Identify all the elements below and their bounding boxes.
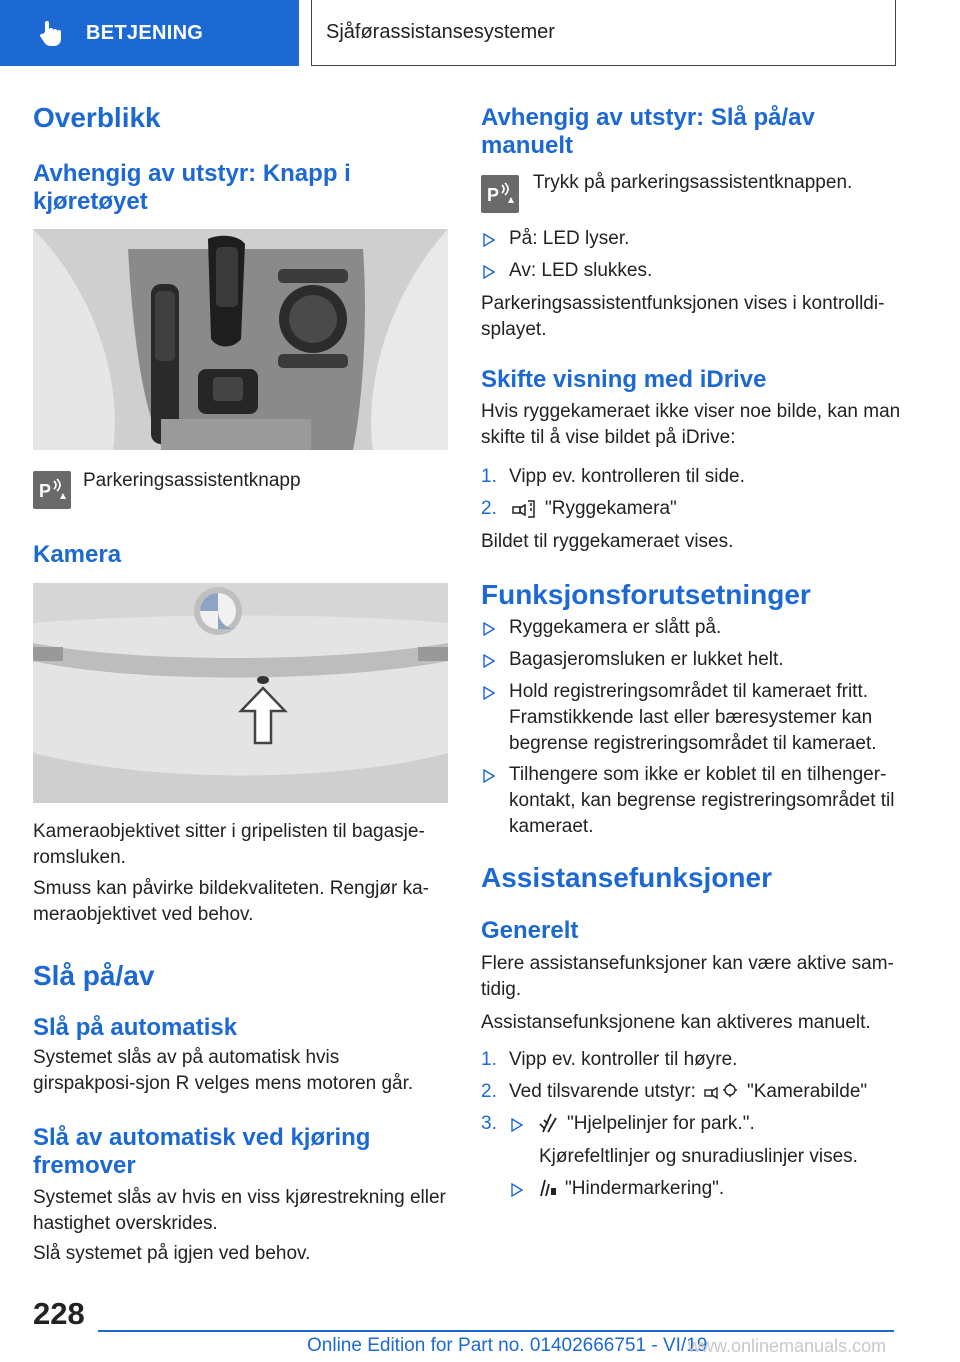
heading-idrive: Skifte visning med iDrive <box>481 366 767 393</box>
heading-overview: Overblikk <box>33 102 161 133</box>
bullet-triangle-icon <box>483 769 495 783</box>
auto-on-text: Systemet slås av på automatisk hvis girspakposi-sjon R velges mens motoren går. <box>33 1047 414 1094</box>
condition-item: Hold registreringsområdet til kameraet fritt. Framstikkende last eller bæresystemer kan begrense registreringsområdet til kameraet. <box>509 681 877 754</box>
heading-general: Generelt <box>481 917 579 944</box>
camera-paragraph-1: Kameraobjektivet sitter i gripelisten til bagasje-romsluken. <box>33 821 425 868</box>
assist-step-2-value: "Kamerabilde" <box>747 1081 868 1102</box>
parking-lines-icon <box>537 1112 559 1134</box>
assist-sub-text: Kjørefeltlinjer og snuradiuslinjer vises. <box>539 1146 858 1167</box>
section-label: BETJENING <box>86 21 204 44</box>
bullet-triangle-icon <box>511 1118 523 1132</box>
manual-text: Trykk på parkeringsassistentknappen. <box>533 172 853 193</box>
idrive-step-1: Vipp ev. kontrolleren til side. <box>509 466 745 487</box>
step-number: 2. <box>481 498 497 519</box>
condition-item: Ryggekamera er slått på. <box>509 617 722 638</box>
heading-auto-on: Slå på automatisk <box>33 1014 238 1041</box>
heading-auto-off: Slå av automatisk ved kjøring fremover <box>33 1124 371 1179</box>
page-header <box>0 0 960 66</box>
parking-assist-icon <box>481 175 519 213</box>
heading-on-off: Slå på/av <box>33 960 155 991</box>
heading-camera: Kamera <box>33 541 122 568</box>
section-tab[interactable] <box>0 0 299 66</box>
step-number: 1. <box>481 1049 497 1070</box>
assist-step-3: "Hjelpelinjer for park.". <box>567 1113 755 1134</box>
watermark: www.onlinemanuals.com <box>688 1336 887 1356</box>
obstacle-marking-icon <box>537 1176 559 1198</box>
bullet-triangle-icon <box>483 265 495 279</box>
rear-camera-icon <box>511 498 537 520</box>
idrive-step-2: "Ryggekamera" <box>545 498 677 519</box>
bullet-triangle-icon <box>511 1183 523 1197</box>
camera-paragraph-2: Smuss kan påvirke bildekvaliteten. Rengjør ka-meraobjektivet ved behov. <box>33 878 430 925</box>
manual-bullet-off: Av: LED slukkes. <box>509 260 653 281</box>
svg-text:P: P <box>487 185 500 205</box>
heading-assist-functions: Assistansefunksjoner <box>481 862 772 893</box>
step-number: 3. <box>481 1113 497 1134</box>
general-paragraph-1: Flere assistansefunksjoner kan være aktive sam-tidig. <box>481 953 894 1000</box>
bullet-triangle-icon <box>483 622 495 636</box>
parking-assist-button-icon <box>33 471 71 509</box>
page-number: 228 <box>33 1296 85 1331</box>
footer-divider <box>98 1330 894 1332</box>
idrive-paragraph: Hvis ryggekameraet ikke viser noe bilde, kan man skifte til å vise bildet på iDrive: <box>481 401 901 448</box>
step-number: 2. <box>481 1081 497 1102</box>
auto-off-text-2: Slå systemet på igjen ved behov. <box>33 1243 311 1264</box>
bullet-triangle-icon <box>483 686 495 700</box>
manual-bullet-on: På: LED lyser. <box>509 228 630 249</box>
general-paragraph-2: Assistansefunksjonene kan aktiveres manuelt. <box>481 1012 871 1033</box>
assist-sub-bullet: "Hindermarkering". <box>565 1178 725 1199</box>
heading-button: Avhengig av utstyr: Knapp i kjøretøyet <box>33 160 351 215</box>
bullet-triangle-icon <box>483 233 495 247</box>
console-photo <box>33 229 448 450</box>
assist-step-2: Ved tilsvarende utstyr: <box>509 1081 696 1102</box>
camera-view-icon <box>703 1081 739 1103</box>
condition-item: Bagasjeromsluken er lukket helt. <box>509 649 784 670</box>
idrive-result: Bildet til ryggekameraet vises. <box>481 531 734 552</box>
svg-text:P: P <box>39 481 52 501</box>
camera-photo <box>33 583 448 803</box>
page-title: Sjåførassistansesystemer <box>311 0 896 66</box>
bullet-triangle-icon <box>483 654 495 668</box>
hand-pointer-icon <box>36 18 66 48</box>
edition-text: Online Edition for Part no. 01402666751 - VI/19 <box>307 1335 708 1356</box>
manual-paragraph: Parkeringsassistentfunksjonen vises i kontrolldi-splayet. <box>481 293 885 340</box>
button-caption: Parkeringsassistentknapp <box>83 470 301 491</box>
assist-step-1: Vipp ev. kontroller til høyre. <box>509 1049 738 1070</box>
heading-manual: Avhengig av utstyr: Slå på/av manuelt <box>481 104 815 159</box>
condition-item: Tilhengere som ikke er koblet til en tilhenger-kontakt, kan begrense registreringsområdet til kameraet. <box>509 764 895 837</box>
heading-conditions: Funksjonsforutsetninger <box>481 579 811 610</box>
step-number: 1. <box>481 466 497 487</box>
auto-off-text-1: Systemet slås av hvis en viss kjørestrekning eller hastighet overskrides. <box>33 1187 446 1234</box>
